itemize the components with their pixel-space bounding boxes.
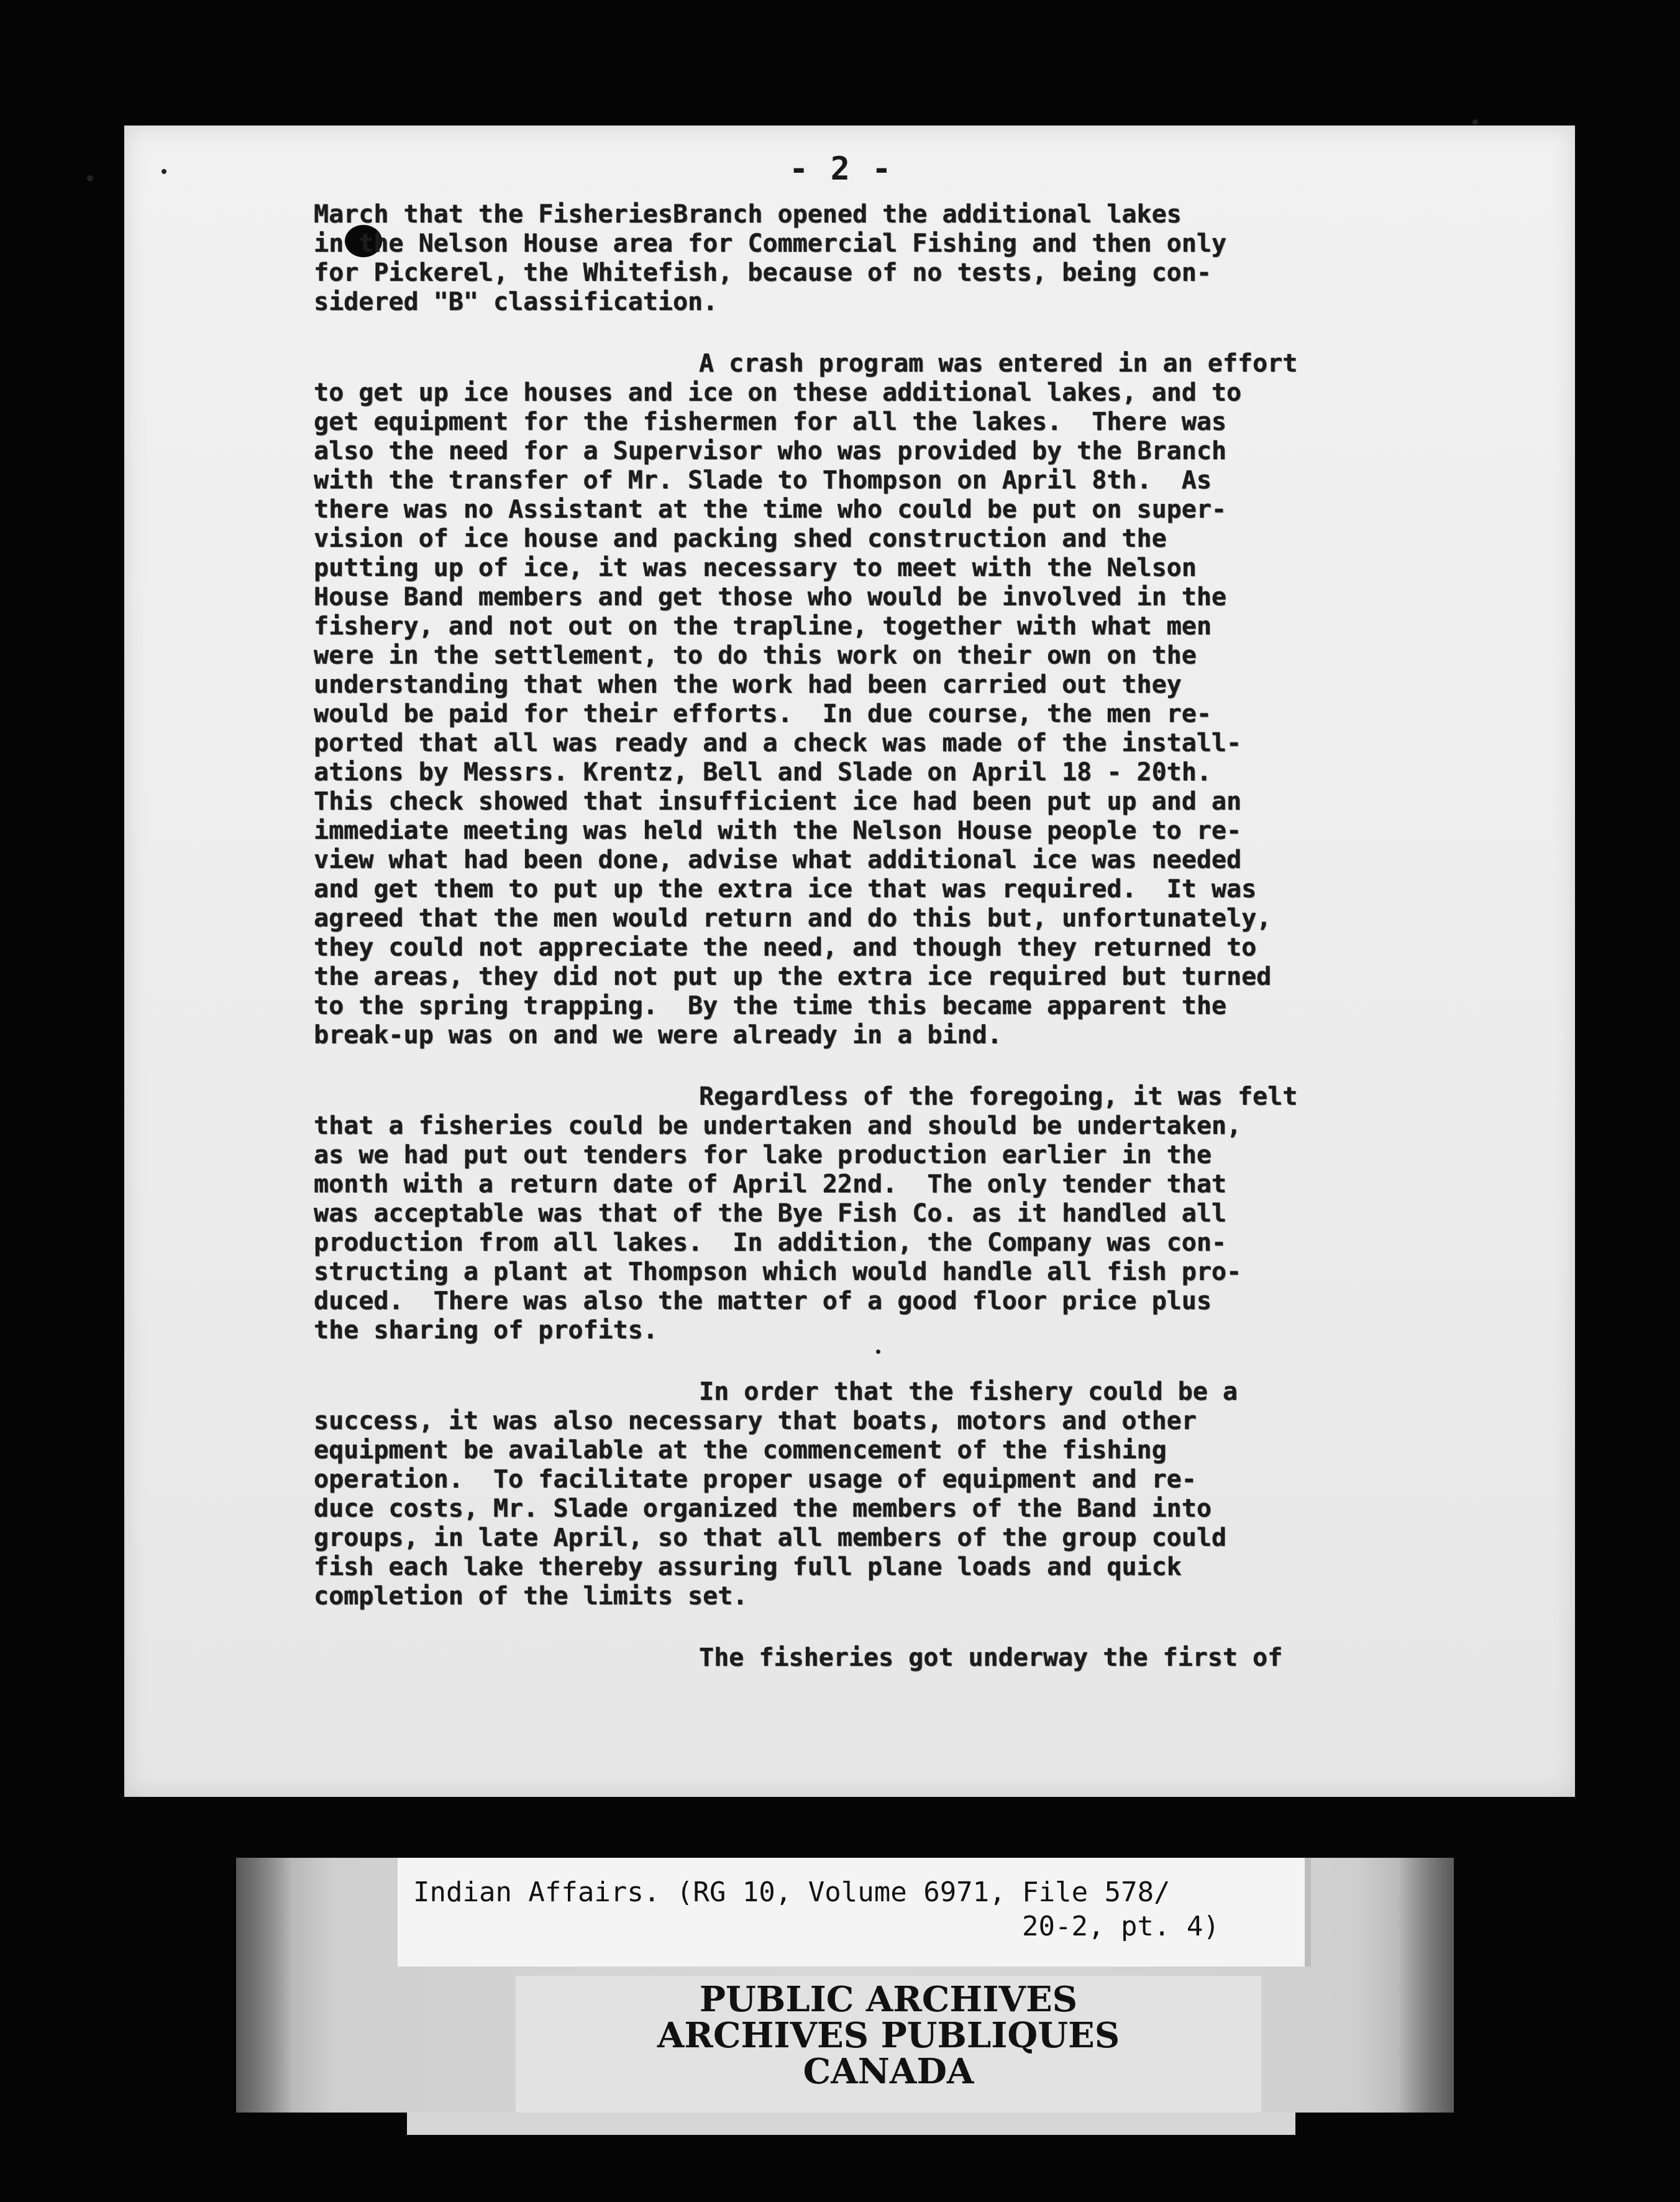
text-line: as we had put out tenders for lake production earlier in the xyxy=(314,1141,1212,1169)
text-line: fishery, and not out on the trapline, together with what men xyxy=(314,612,1212,641)
text-line: that a fisheries could be undertaken and should be undertaken, xyxy=(314,1112,1242,1140)
text-line: The fisheries got underway the first of xyxy=(699,1643,1283,1672)
archive-reference-line-2: 20-2, pt. 4) xyxy=(1022,1911,1220,1942)
text-line: for Pickerel, the Whitefish, because of no tests, being con- xyxy=(314,258,1212,287)
text-line: to the spring trapping. By the time this became apparent the xyxy=(314,992,1227,1020)
text-line: operation. To facilitate proper usage of equipment and re- xyxy=(314,1465,1197,1494)
text-line: A crash program was entered in an effort xyxy=(699,349,1298,378)
text-line: immediate meeting was held with the Nelson House people to re- xyxy=(314,816,1242,845)
text-line: completion of the limits set. xyxy=(314,1582,748,1610)
archive-reference-card xyxy=(398,1858,1311,1967)
paragraph xyxy=(314,200,1556,317)
document-page xyxy=(124,126,1575,1797)
text-line: ported that all was ready and a check was made of the install- xyxy=(314,729,1242,757)
paragraph xyxy=(314,1377,1556,1611)
text-line: sidered "B" classification. xyxy=(314,288,718,316)
archive-reference-line-1: Indian Affairs. (RG 10, Volume 6971, File 578/ xyxy=(413,1876,1171,1908)
text-line: the sharing of profits. xyxy=(314,1316,658,1345)
label-shadow-left xyxy=(236,1858,292,2113)
text-line: production from all lakes. In addition, the Company was con- xyxy=(314,1228,1227,1257)
text-line: there was no Assistant at the time who could be put on super- xyxy=(314,495,1227,524)
label-shadow-right xyxy=(1398,1858,1454,2113)
text-line: were in the settlement, to do this work on their own on the xyxy=(314,641,1197,670)
text-line: March that the FisheriesBranch opened the additional lakes xyxy=(314,200,1182,229)
label-bottom-strip xyxy=(407,2113,1295,2135)
text-line: and get them to put up the extra ice that was required. It was xyxy=(314,875,1257,903)
text-line: fish each lake thereby assuring full plane loads and quick xyxy=(314,1553,1182,1581)
text-line: view what had been done, advise what additional ice was needed xyxy=(314,846,1242,874)
text-line: get equipment for the fishermen for all the lakes. There was xyxy=(314,408,1227,436)
text-line: This check showed that insufficient ice had been put up and an xyxy=(314,787,1242,816)
text-line: ations by Messrs. Krentz, Bell and Slade on April 18 - 20th. xyxy=(314,758,1212,787)
text-line: success, it was also necessary that boats, motors and other xyxy=(314,1407,1197,1435)
text-line: House Band members and get those who would be involved in the xyxy=(314,583,1227,611)
text-line: duce costs, Mr. Slade organized the members of the Band into xyxy=(314,1494,1212,1523)
archive-stamp xyxy=(516,1976,1261,2113)
text-line: putting up of ice, it was necessary to meet with the Nelson xyxy=(314,554,1197,582)
document-body xyxy=(314,200,1556,1673)
archive-stamp-line-3: CANADA xyxy=(803,2051,974,2092)
text-line: In order that the fishery could be a xyxy=(699,1377,1238,1406)
text-line: break-up was on and we were already in a bind. xyxy=(314,1021,1002,1049)
text-line: the areas, they did not put up the extra ice required but turned xyxy=(314,962,1272,991)
paragraph xyxy=(314,349,1556,1050)
text-line: also the need for a Supervisor who was provided by the Branch xyxy=(314,437,1227,465)
text-line: was acceptable was that of the Bye Fish Co. as it handled all xyxy=(314,1199,1227,1228)
paragraph xyxy=(314,1082,1556,1345)
archive-stamp-line-2: ARCHIVES PUBLIQUES xyxy=(657,2015,1120,2056)
text-line: groups, in late April, so that all members of the group could xyxy=(314,1524,1227,1552)
text-line: month with a return date of April 22nd. The only tender that xyxy=(314,1170,1227,1199)
archive-stamp-line-1: PUBLIC ARCHIVES xyxy=(699,1979,1078,2020)
page-number: - 2 - xyxy=(789,150,893,188)
text-line: understanding that when the work had been carried out they xyxy=(314,670,1182,699)
text-line: they could not appreciate the need, and though they returned to xyxy=(314,933,1257,962)
paragraph xyxy=(314,1643,1556,1673)
text-line: duced. There was also the matter of a good floor price plus xyxy=(314,1287,1212,1315)
text-line: vision of ice house and packing shed construction and the xyxy=(314,524,1167,553)
text-line: structing a plant at Thompson which would handle all fish pro- xyxy=(314,1258,1242,1286)
text-line: Regardless of the foregoing, it was felt xyxy=(699,1082,1298,1111)
text-line: with the transfer of Mr. Slade to Thompson on April 8th. As xyxy=(314,466,1212,495)
text-line: to get up ice houses and ice on these additional lakes, and to xyxy=(314,378,1242,407)
text-line: agreed that the men would return and do this but, unfortunately, xyxy=(314,904,1272,933)
text-line: in the Nelson House area for Commercial Fishing and then only xyxy=(314,229,1227,258)
text-line: would be paid for their efforts. In due course, the men re- xyxy=(314,700,1212,728)
text-line: equipment be available at the commencement of the fishing xyxy=(314,1436,1167,1464)
